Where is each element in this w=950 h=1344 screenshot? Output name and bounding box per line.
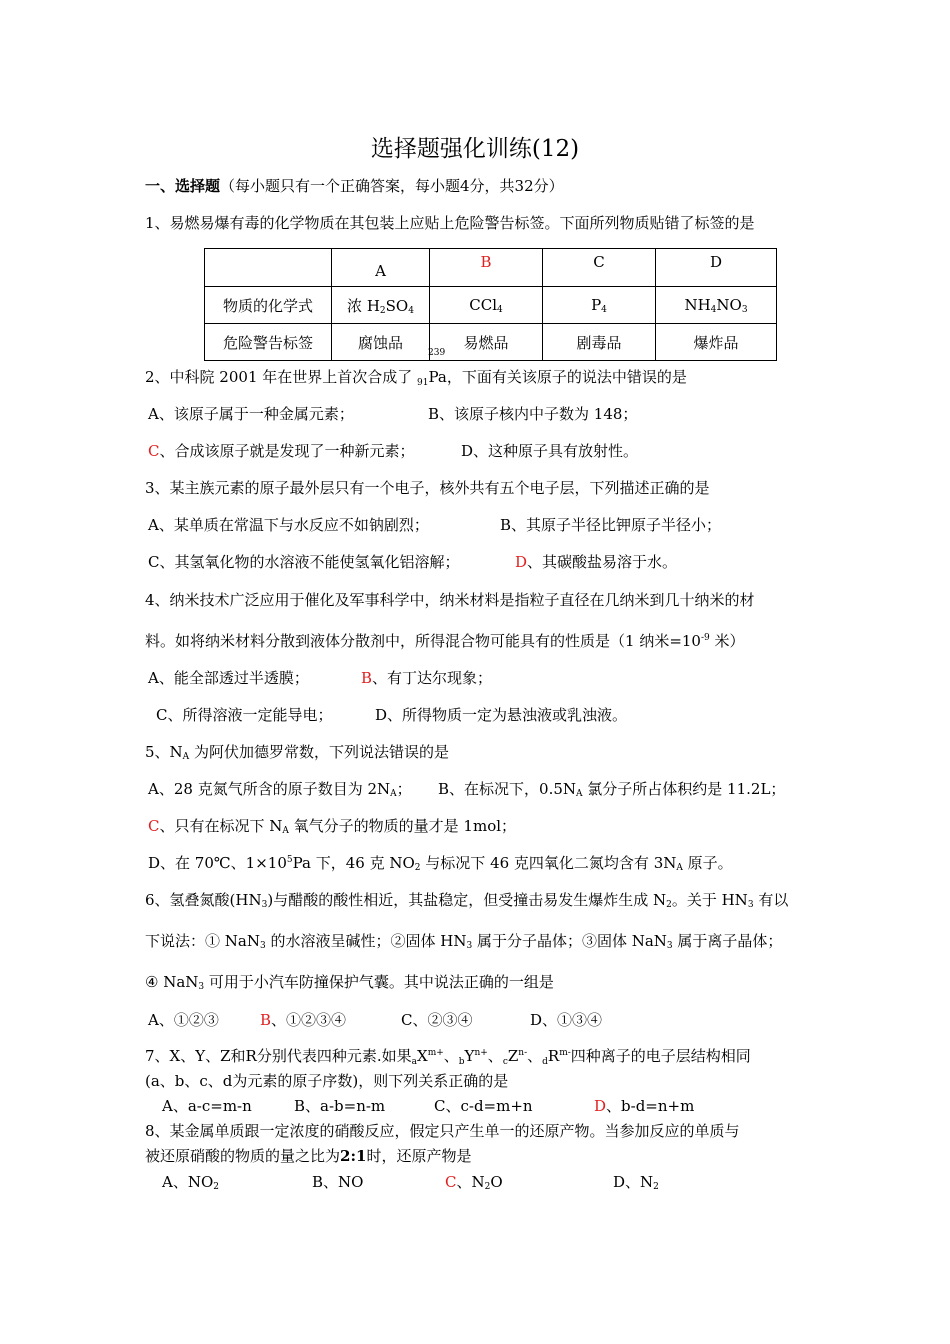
q4-option-c: C、所得溶液一定能导电；	[156, 706, 333, 724]
q8-option-b: B、NO	[312, 1173, 364, 1191]
table-row-label-warning: 危险警告标签	[205, 324, 332, 361]
section-note: （每小题只有一个正确答案，每小题4分，共32分）	[220, 177, 564, 195]
answer-mark: C	[148, 442, 160, 460]
table-header-c: C	[543, 249, 656, 287]
q7-option-a: A、a-c=m-n	[162, 1097, 252, 1115]
q2-option-d: D、这种原子具有放射性。	[461, 442, 639, 460]
q4-option-d: D、所得物质一定为悬浊液或乳浊液。	[375, 706, 628, 724]
q3-option-b: B、其原子半径比钾原子半径小；	[500, 516, 722, 534]
q7-option-b: B、a-b=n-m	[294, 1097, 386, 1115]
q5-option-c: C、只有在标况下 $N_A$ 氧气分子的物质的量才是 1mol；	[148, 817, 517, 836]
q4-option-a: A、能全部透过半透膜；	[148, 669, 309, 687]
q5-option-b: B、在标况下，$0.5N_A$ 氯分子所占体积约是 11.2L；	[438, 780, 786, 799]
q2-option-b: B、该原子核内中子数为 148；	[428, 405, 638, 423]
q6-option-a: A、①②③	[148, 1011, 219, 1029]
q6-stem-line1: 6、氢叠氮酸$(HN_3)$与醋酸的酸性相近，其盐稳定，但受撞击易发生爆炸生成 $N_2$。关于 $HN_3$ 有以	[145, 891, 789, 910]
q3-option-d: D、其碳酸盐易溶于水。	[515, 553, 678, 571]
q8-option-a: A、$NO_2$	[162, 1173, 219, 1192]
q1-stem: 1、易燃易爆有毒的化学物质在其包装上应贴上危险警告标签。下面所列物质贴错了标签的是	[145, 214, 755, 232]
q6-option-d: D、①③④	[530, 1011, 603, 1029]
q3-stem: 3、某主族元素的原子最外层只有一个电子，核外共有五个电子层，下列描述正确的是	[145, 479, 710, 497]
q2-mass-number: 239	[428, 348, 446, 358]
q7-option-d: D、b-d=n+m	[594, 1097, 695, 1115]
q7-option-c: C、c-d=m+n	[434, 1097, 533, 1115]
answer-mark: B	[260, 1011, 272, 1029]
answer-mark: C	[148, 817, 160, 835]
page-title: 选择题强化训练(12)	[370, 136, 580, 162]
q6-stem-line3: ④ NaN$_3$ 可用于小汽车防撞保护气囊。其中说法正确的一组是	[145, 973, 554, 992]
q5-option-d: D、在 70℃、$1\times 10^5Pa$ 下，46 克 $NO_2$ 与标况下 46 克四氧化二氮均含有 $3N_A$ 原子。	[148, 854, 733, 873]
q6-stem-line2: 下说法：① NaN$_3$ 的水溶液呈碱性；②固体 $HN_3$ 属于分子晶体；③固体 NaN$_3$ 属于离子晶体；	[145, 932, 783, 951]
formula-b: CCl$_4$	[430, 287, 543, 324]
answer-mark: D	[594, 1097, 607, 1115]
q2-option-c: C、合成该原子就是发现了一种新元素；	[148, 442, 415, 460]
q4-stem-line2: 料。如将纳米材料分散到液体分散剂中，所得混合物可能具有的性质是（1 纳米$=10^{-9}$ 米）	[145, 632, 745, 650]
q1-table	[204, 248, 777, 361]
formula-a: 浓 $H_2SO_4$	[332, 287, 430, 324]
formula-d: $NH_4NO_3$	[656, 287, 777, 324]
q6-option-b: B、①②③④	[260, 1011, 347, 1029]
section-heading	[145, 176, 564, 196]
section-label: 一、选择题	[145, 177, 221, 195]
q3-option-a: A、某单质在常温下与水反应不如钠剧烈；	[148, 516, 429, 534]
table-row-label-formula: 物质的化学式	[205, 287, 332, 324]
warning-label-a: 腐蚀品	[332, 324, 430, 361]
q6-option-c: C、②③④	[401, 1011, 473, 1029]
warning-label-b: 易燃品	[430, 324, 543, 361]
q4-option-b: B、有丁达尔现象；	[361, 669, 493, 687]
q3-option-c: C、其氢氧化物的水溶液不能使氢氧化铝溶解；	[148, 553, 460, 571]
warning-label-d: 爆炸品	[656, 324, 777, 361]
q4-stem-line1: 4、纳米技术广泛应用于催化及军事科学中，纳米材料是指粒子直径在几纳米到几十纳米的材	[145, 591, 755, 609]
q8-stem-line2: 被还原硝酸的物质的量之比为2:1时，还原产物是	[145, 1147, 472, 1165]
q8-stem-line1: 8、某金属单质跟一定浓度的硝酸反应，假定只产生单一的还原产物。当参加反应的单质与	[145, 1122, 740, 1140]
answer-mark: B	[361, 669, 373, 687]
table-header-b: B	[430, 249, 543, 287]
table-corner-cell	[205, 249, 332, 287]
warning-label-c: 剧毒品	[543, 324, 656, 361]
q7-stem-line1: 7、X、Y、Z和R分别代表四种元素.如果$_aX^{m+}$、$_bY^{n+}$、$_cZ^{n-}$、$_dR^{m-}$四种离子的电子层结构相同	[145, 1047, 751, 1067]
q8-option-d: D、$N_2$	[613, 1173, 659, 1192]
answer-mark: D	[515, 553, 528, 571]
table-header-a: A	[332, 249, 430, 287]
answer-mark: C	[445, 1173, 457, 1191]
q2-option-a: A、该原子属于一种金属元素；	[148, 405, 354, 423]
q5-stem: 5、$N_A$ 为阿伏加德罗常数，下列说法错误的是	[145, 743, 449, 762]
q2-stem: 2、中科院 2001 年在世界上首次合成了 $_{91}$Pa，下面有关该原子的说法中错误的是	[145, 368, 687, 388]
q5-option-a: A、28 克氮气所含的原子数目为 $2N_A$；	[148, 780, 412, 799]
q8-option-c: C、$N_2O$	[445, 1173, 503, 1192]
table-header-d: D	[656, 249, 777, 287]
q7-stem-line2: (a、b、c、d为元素的原子序数)，则下列关系正确的是	[145, 1072, 509, 1090]
formula-c: $P_4$	[543, 287, 656, 324]
